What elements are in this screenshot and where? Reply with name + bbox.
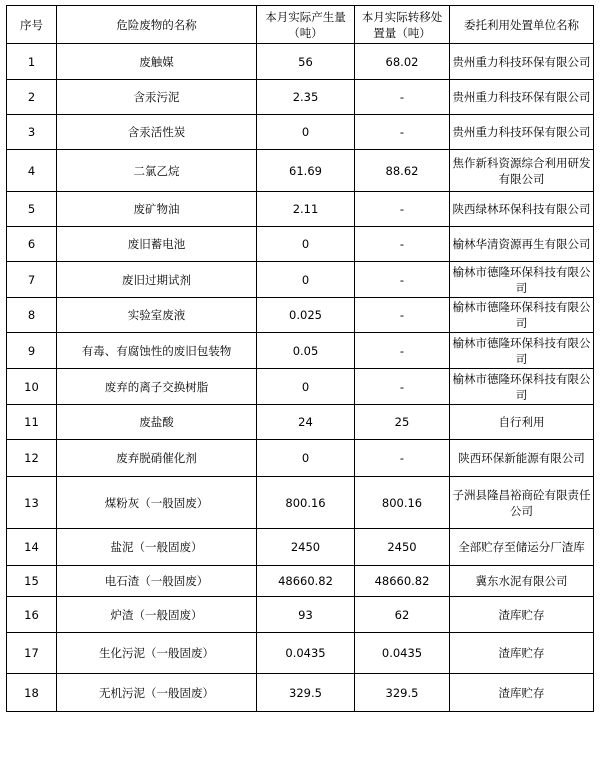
row-company: 贵州重力科技环保有限公司 xyxy=(450,44,594,80)
row-company: 渣库贮存 xyxy=(450,633,594,674)
row-produced: 2450 xyxy=(257,529,355,566)
row-transferred: - xyxy=(355,333,450,369)
row-company: 榆林华清资源再生有限公司 xyxy=(450,227,594,262)
row-name: 废矿物油 xyxy=(57,192,257,227)
row-name: 废弃的离子交换树脂 xyxy=(57,369,257,405)
row-produced: 0.0435 xyxy=(257,633,355,674)
table-row xyxy=(7,633,594,674)
row-produced: 0 xyxy=(257,227,355,262)
row-company: 焦作新科资源综合利用研发有限公司 xyxy=(450,150,594,192)
row-transferred: - xyxy=(355,192,450,227)
row-company: 贵州重力科技环保有限公司 xyxy=(450,80,594,115)
row-name: 废触媒 xyxy=(57,44,257,80)
row-company: 全部贮存至储运分厂渣库 xyxy=(450,529,594,566)
row-produced: 2.11 xyxy=(257,192,355,227)
row-company: 冀东水泥有限公司 xyxy=(450,566,594,597)
row-produced: 0.05 xyxy=(257,333,355,369)
waste-table xyxy=(6,5,594,712)
row-name: 废弃脱硝催化剂 xyxy=(57,440,257,477)
row-transferred: 800.16 xyxy=(355,477,450,529)
table-row xyxy=(7,192,594,227)
row-index: 2 xyxy=(7,80,57,115)
row-name: 生化污泥（一般固废） xyxy=(57,633,257,674)
row-index: 12 xyxy=(7,440,57,477)
row-company: 自行利用 xyxy=(450,405,594,440)
row-transferred: 329.5 xyxy=(355,674,450,712)
row-produced: 329.5 xyxy=(257,674,355,712)
table-row xyxy=(7,227,594,262)
row-produced: 800.16 xyxy=(257,477,355,529)
row-index: 16 xyxy=(7,597,57,633)
table-row xyxy=(7,674,594,712)
row-transferred: 2450 xyxy=(355,529,450,566)
row-index: 17 xyxy=(7,633,57,674)
row-company: 渣库贮存 xyxy=(450,597,594,633)
row-name: 含汞活性炭 xyxy=(57,115,257,150)
row-transferred: - xyxy=(355,115,450,150)
row-name: 有毒、有腐蚀性的废旧包装物 xyxy=(57,333,257,369)
row-transferred: 0.0435 xyxy=(355,633,450,674)
row-index: 11 xyxy=(7,405,57,440)
row-name: 电石渣（一般固废） xyxy=(57,566,257,597)
row-transferred: 25 xyxy=(355,405,450,440)
row-index: 1 xyxy=(7,44,57,80)
table-row xyxy=(7,566,594,597)
row-name: 废盐酸 xyxy=(57,405,257,440)
row-company: 陕西环保新能源有限公司 xyxy=(450,440,594,477)
row-transferred: - xyxy=(355,227,450,262)
row-index: 8 xyxy=(7,298,57,333)
row-name: 煤粉灰（一般固废） xyxy=(57,477,257,529)
row-name: 实验室废液 xyxy=(57,298,257,333)
row-index: 6 xyxy=(7,227,57,262)
row-transferred: 62 xyxy=(355,597,450,633)
table-row xyxy=(7,597,594,633)
row-produced: 0 xyxy=(257,262,355,298)
row-company: 榆林市德隆环保科技有限公司 xyxy=(450,262,594,298)
table-row xyxy=(7,440,594,477)
row-produced: 0 xyxy=(257,369,355,405)
row-name: 炉渣（一般固废） xyxy=(57,597,257,633)
row-company: 子洲县隆昌裕商砼有限责任公司 xyxy=(450,477,594,529)
table-row xyxy=(7,115,594,150)
row-transferred: 48660.82 xyxy=(355,566,450,597)
row-index: 18 xyxy=(7,674,57,712)
row-transferred: 88.62 xyxy=(355,150,450,192)
row-index: 5 xyxy=(7,192,57,227)
header-name: 危险废物的名称 xyxy=(57,6,257,44)
row-produced: 61.69 xyxy=(257,150,355,192)
row-transferred: - xyxy=(355,440,450,477)
row-transferred: 68.02 xyxy=(355,44,450,80)
row-index: 15 xyxy=(7,566,57,597)
row-produced: 2.35 xyxy=(257,80,355,115)
row-produced: 93 xyxy=(257,597,355,633)
header-row xyxy=(7,6,594,44)
row-produced: 48660.82 xyxy=(257,566,355,597)
table-row xyxy=(7,477,594,529)
row-index: 4 xyxy=(7,150,57,192)
header-company: 委托利用处置单位名称 xyxy=(450,6,594,44)
header-transferred: 本月实际转移处置量（吨） xyxy=(355,6,450,44)
row-index: 7 xyxy=(7,262,57,298)
row-name: 无机污泥（一般固废） xyxy=(57,674,257,712)
row-transferred: - xyxy=(355,369,450,405)
row-name: 废旧过期试剂 xyxy=(57,262,257,298)
row-produced: 56 xyxy=(257,44,355,80)
row-name: 二氯乙烷 xyxy=(57,150,257,192)
table-row xyxy=(7,80,594,115)
row-index: 10 xyxy=(7,369,57,405)
row-name: 废旧蓄电池 xyxy=(57,227,257,262)
row-index: 9 xyxy=(7,333,57,369)
row-transferred: - xyxy=(355,262,450,298)
row-name: 盐泥（一般固废） xyxy=(57,529,257,566)
row-company: 贵州重力科技环保有限公司 xyxy=(450,115,594,150)
row-company: 榆林市德隆环保科技有限公司 xyxy=(450,369,594,405)
row-company: 榆林市德隆环保科技有限公司 xyxy=(450,298,594,333)
table-row xyxy=(7,369,594,405)
table-row xyxy=(7,333,594,369)
row-transferred: - xyxy=(355,80,450,115)
row-produced: 0 xyxy=(257,115,355,150)
table-row xyxy=(7,405,594,440)
table-row xyxy=(7,529,594,566)
row-company: 渣库贮存 xyxy=(450,674,594,712)
row-transferred: - xyxy=(355,298,450,333)
table-row xyxy=(7,298,594,333)
row-index: 14 xyxy=(7,529,57,566)
header-produced: 本月实际产生量（吨） xyxy=(257,6,355,44)
header-index: 序号 xyxy=(7,6,57,44)
table-row xyxy=(7,44,594,80)
row-index: 3 xyxy=(7,115,57,150)
row-produced: 0 xyxy=(257,440,355,477)
row-produced: 0.025 xyxy=(257,298,355,333)
row-produced: 24 xyxy=(257,405,355,440)
table-row xyxy=(7,262,594,298)
row-company: 陕西绿林环保科技有限公司 xyxy=(450,192,594,227)
row-name: 含汞污泥 xyxy=(57,80,257,115)
table-row xyxy=(7,150,594,192)
row-company: 榆林市德隆环保科技有限公司 xyxy=(450,333,594,369)
row-index: 13 xyxy=(7,477,57,529)
